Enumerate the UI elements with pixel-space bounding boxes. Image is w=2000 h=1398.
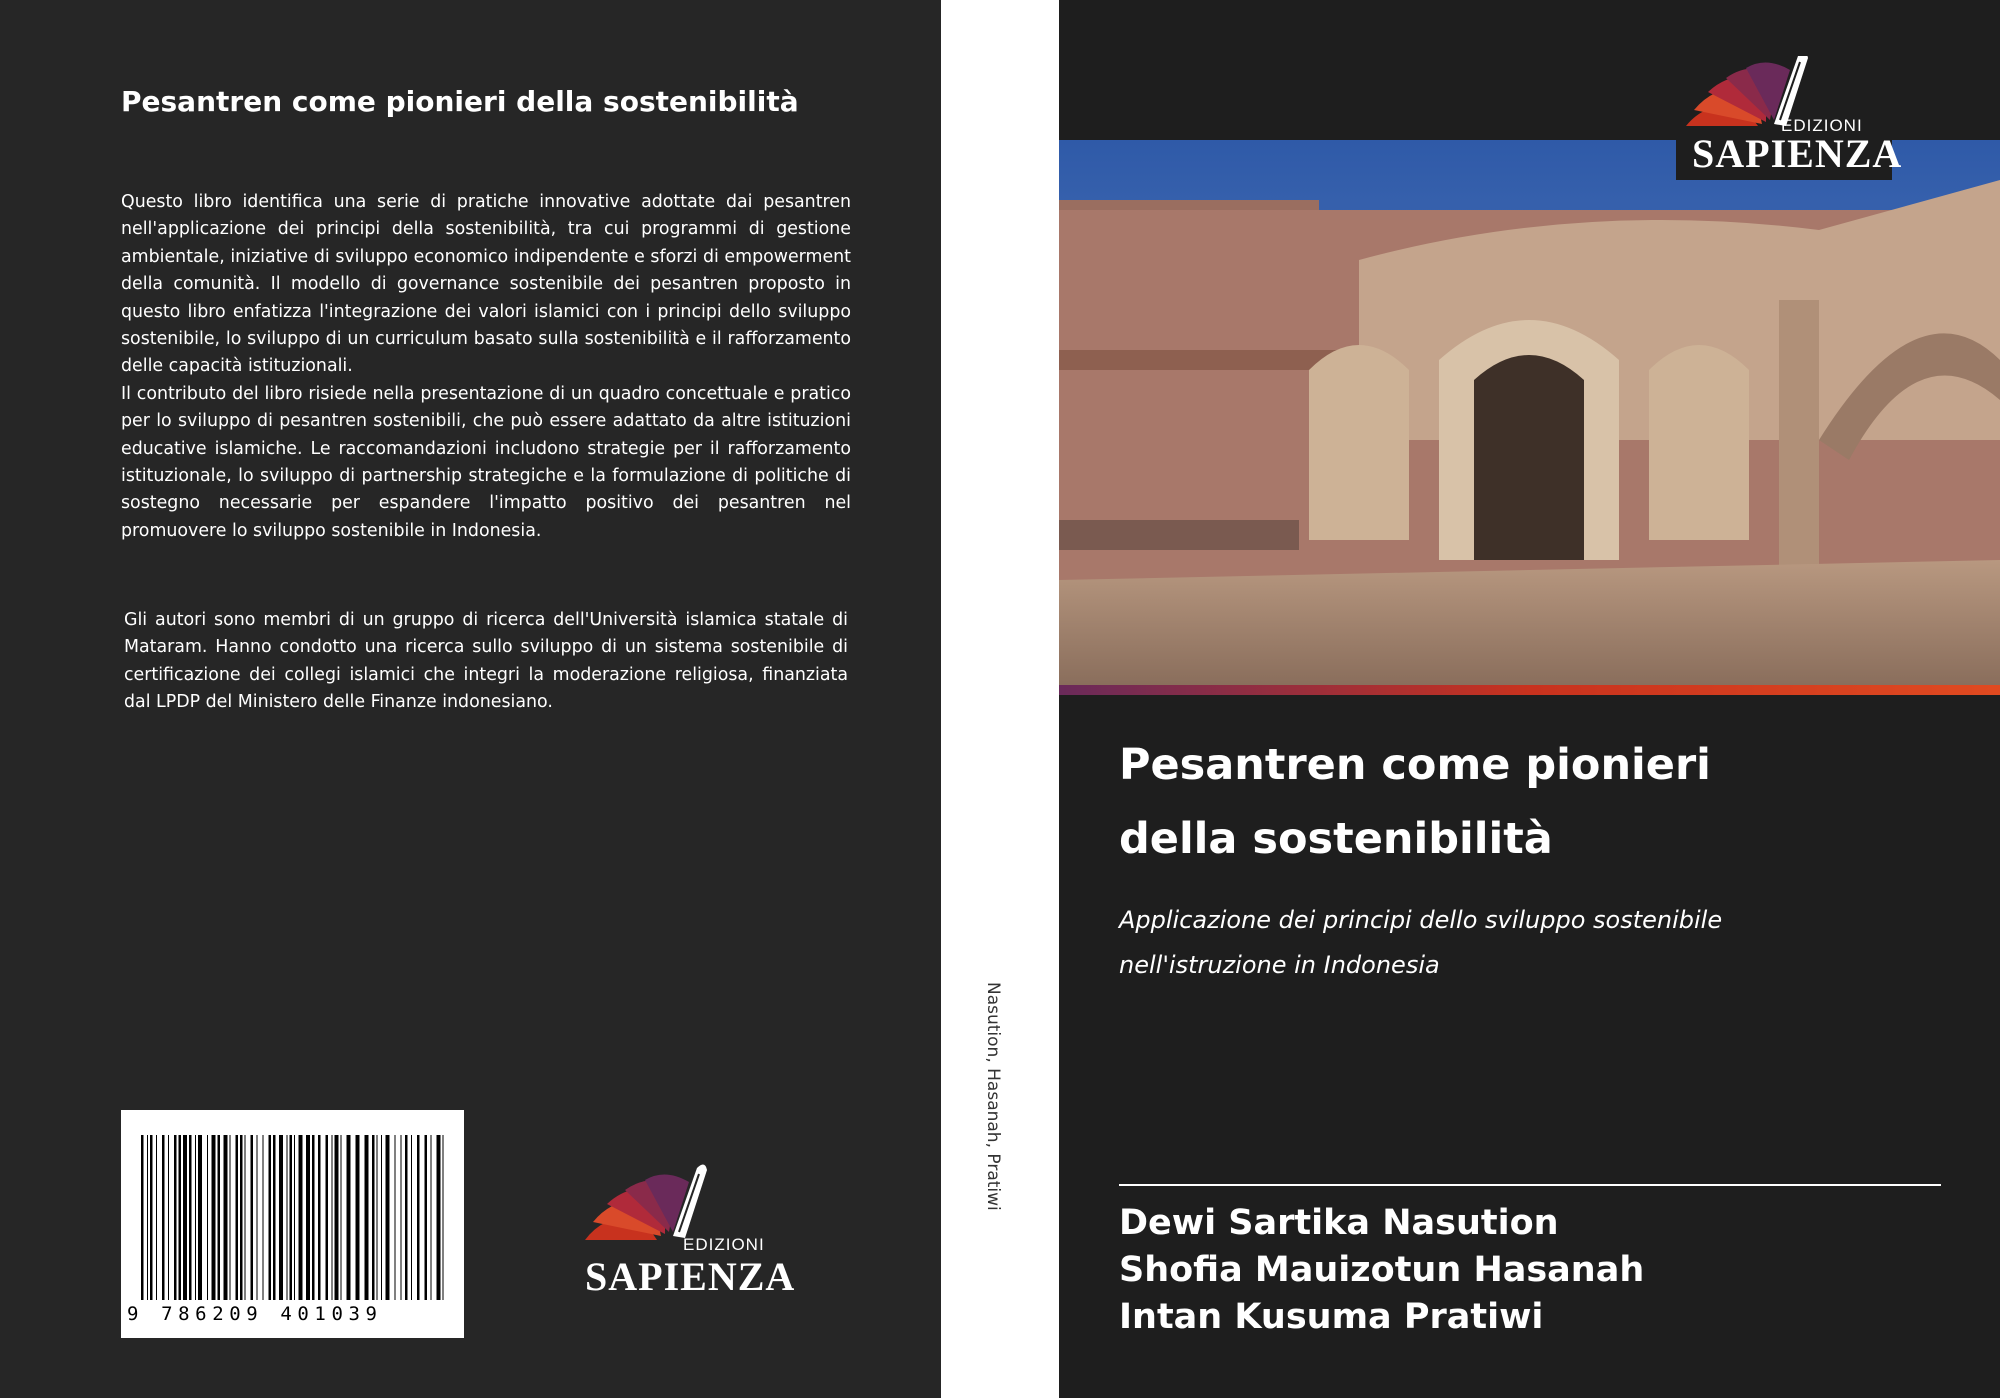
barcode-bar [381, 1135, 382, 1300]
back-cover-blurb [121, 189, 851, 545]
authors-divider [1119, 1184, 1941, 1186]
barcode-bar [425, 1135, 428, 1300]
authors-bio: Gli autori sono membri di un gruppo di ricerca dell'Università islamica statale di Mataram. Hanno condotto una ricerca sullo sviluppo di un sistema sostenibile di certificazione dei collegi islamici che integri la moderazione religiosa, finanziata dal LPDP del Ministero delle Finanze indonesiano. [124, 610, 848, 713]
blurb-paragraph-2: Il contributo del libro risiede nella presentazione di un quadro concettuale e pratico per lo sviluppo di pesantren sostenibili, che può essere adattato da altre istituzioni educative islamiche. Le raccomandazioni includono strategie per il rafforzamento istituzionale, lo sviluppo di partnership strategiche e la formulazione di politiche di sostegno necessarie per espandere l'impatto positivo dei pesantren nel promuovere lo sviluppo sostenibile in Indonesia. [121, 383, 851, 541]
barcode-bar [257, 1135, 258, 1300]
barcode-bar [417, 1135, 420, 1300]
barcode-bar [332, 1135, 333, 1300]
barcode-bar [263, 1135, 264, 1300]
publisher-name: SAPIENZA [1692, 131, 1903, 176]
barcode-bar [156, 1135, 157, 1300]
publisher-logo-front [1676, 56, 1903, 180]
barcode-bar [207, 1135, 208, 1300]
barcode-bar [212, 1135, 216, 1300]
isbn-barcode [121, 1110, 464, 1338]
barcode-bar [179, 1135, 182, 1300]
barcode-bar [287, 1135, 288, 1300]
barcode-bar [162, 1135, 165, 1300]
barcode-bar [174, 1135, 177, 1300]
barcode-bar [236, 1135, 239, 1300]
author-3: Intan Kusuma Pratiwi [1119, 1297, 1544, 1337]
barcode-bar [318, 1135, 321, 1300]
back-cover-title: Pesantren come pionieri della sostenibilità [121, 85, 799, 118]
barcode-bar [195, 1135, 196, 1300]
barcode-bar [251, 1135, 254, 1300]
barcode-bar [356, 1135, 360, 1300]
barcode-bar [395, 1135, 396, 1300]
barcode-bar [218, 1135, 221, 1300]
barcode-bar [183, 1135, 187, 1300]
barcode-bar [306, 1135, 310, 1300]
barcode-bar [198, 1135, 202, 1300]
barcode-bar [335, 1135, 339, 1300]
barcode-bar [365, 1135, 369, 1300]
barcode-bar [341, 1135, 342, 1300]
blurb-paragraph-1: Questo libro identifica una serie di pratiche innovative adottate dai pesantren nell'applicazione dei principi della sostenibilità, tra cui programmi di gestione ambientale, iniziative di sviluppo economico indipendente e sforzi di empowerment della comunità. Il modello di governance sostenibile dei pesantren proposto in questo libro enfatizza l'integrazione dei valori islamici con i principi dello sviluppo sostenibile, lo sviluppo di un curriculum basato sulla sostenibilità e il rafforzamento delle capacità istituzionali. [121, 192, 851, 377]
barcode-bar [269, 1135, 272, 1300]
author-2: Shofia Mauizotun Hasanah [1119, 1250, 1645, 1290]
front-subtitle-line-2: nell'istruzione in Indonesia [1119, 951, 1440, 979]
barcode-bar [245, 1135, 246, 1300]
front-cover-title [1119, 728, 1959, 876]
barcode-bar [224, 1135, 228, 1300]
barcode-bar [386, 1135, 390, 1300]
front-subtitle-line-1: Applicazione dei principi dello sviluppo sostenibile [1119, 906, 1723, 934]
barcode-bar [299, 1135, 303, 1300]
barcode-bar [230, 1135, 231, 1300]
barcode-bar [240, 1135, 243, 1300]
barcode-bar [347, 1135, 351, 1300]
barcode-bar [431, 1135, 432, 1300]
front-title-line-2: della sostenibilità [1119, 814, 1553, 864]
front-title-line-1: Pesantren come pionieri [1119, 740, 1711, 790]
barcode-bar [312, 1135, 315, 1300]
barcode-bar [189, 1135, 192, 1300]
barcode-bar [405, 1135, 408, 1300]
barcode-bar [411, 1135, 412, 1300]
barcode-bar [147, 1135, 148, 1300]
publisher-name: SAPIENZA [585, 1254, 796, 1299]
barcode-bar [377, 1135, 378, 1300]
barcode-bar [150, 1135, 153, 1300]
barcode-bar [279, 1135, 283, 1300]
barcode-bar [290, 1135, 293, 1300]
publisher-edizioni-label: EDIZIONI [683, 1235, 765, 1254]
publisher-logo-back [575, 1160, 796, 1300]
isbn-number: 9 786209 401039 [127, 1303, 383, 1325]
publisher-edizioni-label: EDIZIONI [1781, 116, 1863, 135]
barcode-bar [443, 1135, 444, 1300]
spine-authors: Nasution, Hasanah, Pratiwi [983, 982, 1003, 1211]
barcode-bar [294, 1135, 295, 1300]
barcode-bar [326, 1135, 329, 1300]
barcode-bar [372, 1135, 375, 1300]
front-cover-subtitle [1119, 898, 1959, 988]
barcode-bar [401, 1135, 402, 1300]
barcode-bar [141, 1135, 144, 1300]
barcode-bar [168, 1135, 169, 1300]
author-1: Dewi Sartika Nasution [1119, 1203, 1559, 1243]
barcode-bar [437, 1135, 441, 1300]
cover-photo-mosque-ruins [1059, 140, 2000, 695]
barcode-bar [273, 1135, 276, 1300]
